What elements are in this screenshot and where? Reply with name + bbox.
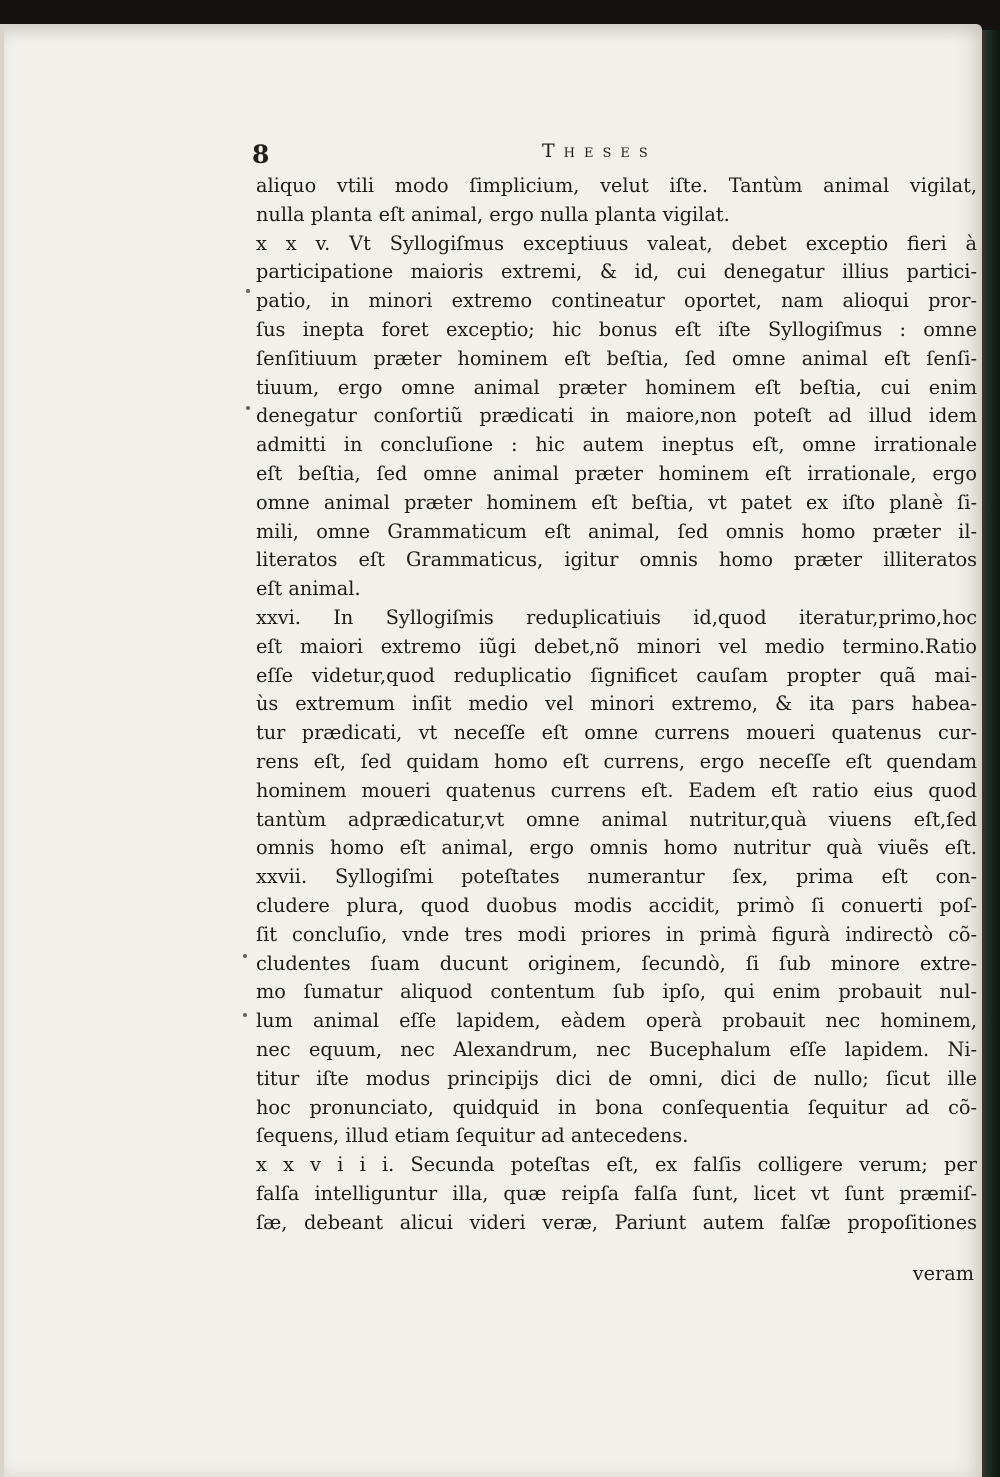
text-line: ſenſitiuum præter hominem eſt beſtia, ſed omne animal eſt ſenſi-	[256, 346, 977, 370]
text-line: eſt maiori extremo iũgi debet,nõ minori vel medio termino.Ratio	[256, 634, 977, 658]
body-text	[256, 172, 977, 1237]
text-line: omne animal præter hominem eſt beſtia, vt patet ex iſto planè ſi-	[256, 490, 977, 514]
text-line: tur prædicati, vt neceſſe eſt omne currens moueri quatenus cur-	[256, 721, 977, 745]
text-line: participatione maioris extremi, & id, cui denegatur illius partici-	[256, 260, 977, 284]
text-line: lum animal eſſe lapidem, eàdem operà probauit nec hominem,	[256, 1009, 977, 1033]
text-line: denegatur conſortiũ prædicati in maiore,non poteſt ad illud idem	[256, 404, 977, 428]
text-line: cludentes ſuam ducunt originem, ſecundò, ſi ſub minore extre-	[256, 951, 977, 975]
text-line: hoc pronunciato, quidquid in bona conſequentia ſequitur ad cõ-	[256, 1095, 977, 1119]
text-line: rens eſt, ſed quidam homo eſt currens, ergo neceſſe eſt quendam	[256, 749, 977, 773]
book-binding-edge	[982, 30, 1000, 1477]
text-line: xxvii. Syllogiſmi poteſtates numerantur ſex, prima eſt con-	[256, 865, 977, 889]
catchword: veram	[912, 1262, 974, 1285]
text-line: tiuum, ergo omne animal præter hominem eſt beſtia, cui enim	[256, 375, 977, 399]
text-line: ſus inepta foret exceptio; hic bonus eſt iſte Syllogiſmus : omne	[256, 317, 977, 341]
text-line: titur iſte modus principijs dici de omni, dici de nullo; ſicut ille	[256, 1066, 977, 1090]
text-line: mo ſumatur aliquod contentum ſub ipſo, qui enim probauit nul-	[256, 980, 977, 1004]
margin-mark	[246, 289, 250, 293]
margin-mark	[243, 954, 247, 958]
margin-mark	[243, 1013, 247, 1017]
text-line: nec equum, nec Alexandrum, nec Bucephalum eſſe lapidem. Ni-	[256, 1037, 977, 1061]
text-line: patio, in minori extremo contineatur oportet, nam alioqui pror-	[256, 289, 977, 313]
text-line: tantùm adprædicatur,vt omne animal nutritur,quà viuens eſt,ſed	[256, 807, 977, 831]
text-line: eſſe videtur,quod reduplicatio ſignificet cauſam propter quã mai-	[256, 663, 977, 687]
margin-mark	[246, 406, 250, 410]
text-line: admitti in concluſione : hic autem ineptus eſt, omne irrationale	[256, 433, 977, 457]
text-line: nulla planta eſt animal, ergo nulla planta vigilat.	[256, 202, 730, 226]
text-line: eſt animal.	[256, 577, 361, 601]
page-edge	[0, 24, 4, 1477]
text-line: mili, omne Grammaticum eſt animal, ſed omnis homo præter il-	[256, 519, 977, 543]
page-number: 8	[252, 140, 270, 169]
text-line: aliquo vtili modo ſimplicium, velut iſte. Tantùm animal vigilat,	[256, 174, 977, 197]
text-line: ùs extremum inſit medio vel minori extremo, & ita pars habea-	[256, 692, 977, 716]
text-line: ſequens, illud etiam ſequitur ad antecedens.	[256, 1124, 689, 1148]
text-line: ſit concluſio, vnde tres modi priores in primà figurà indirectò cõ-	[256, 922, 977, 946]
text-line: x x v i i i. Secunda poteſtas eſt, ex falſis colligere verum; per	[256, 1153, 977, 1177]
text-line: falſa intelliguntur illa, quæ reipſa falſa ſunt, licet vt ſunt præmiſ-	[256, 1181, 977, 1205]
text-line: ſæ, debeant alicui videri veræ, Pariunt autem falſæ propoſitiones	[256, 1210, 977, 1234]
running-head: Theses	[542, 140, 657, 162]
text-line: eſt beſtia, ſed omne animal præter hominem eſt irrationale, ergo	[256, 461, 977, 485]
text-line: x x v. Vt Syllogiſmus exceptiuus valeat, debet exceptio fieri à	[256, 231, 977, 255]
text-line: literatos eſt Grammaticus, igitur omnis homo præter illiteratos	[256, 548, 977, 572]
text-line: cludere plura, quod duobus modis accidit, primò ſi conuerti poſ-	[256, 893, 977, 917]
text-line: omnis homo eſt animal, ergo omnis homo nutritur quà viuẽs eſt.	[256, 836, 977, 860]
text-line: xxvi. In Syllogiſmis reduplicatiuis id,quod iteratur,primo,hoc	[256, 605, 977, 629]
page-header	[252, 140, 974, 170]
text-line: hominem moueri quatenus currens eſt. Eadem eſt ratio eius quod	[256, 778, 977, 802]
